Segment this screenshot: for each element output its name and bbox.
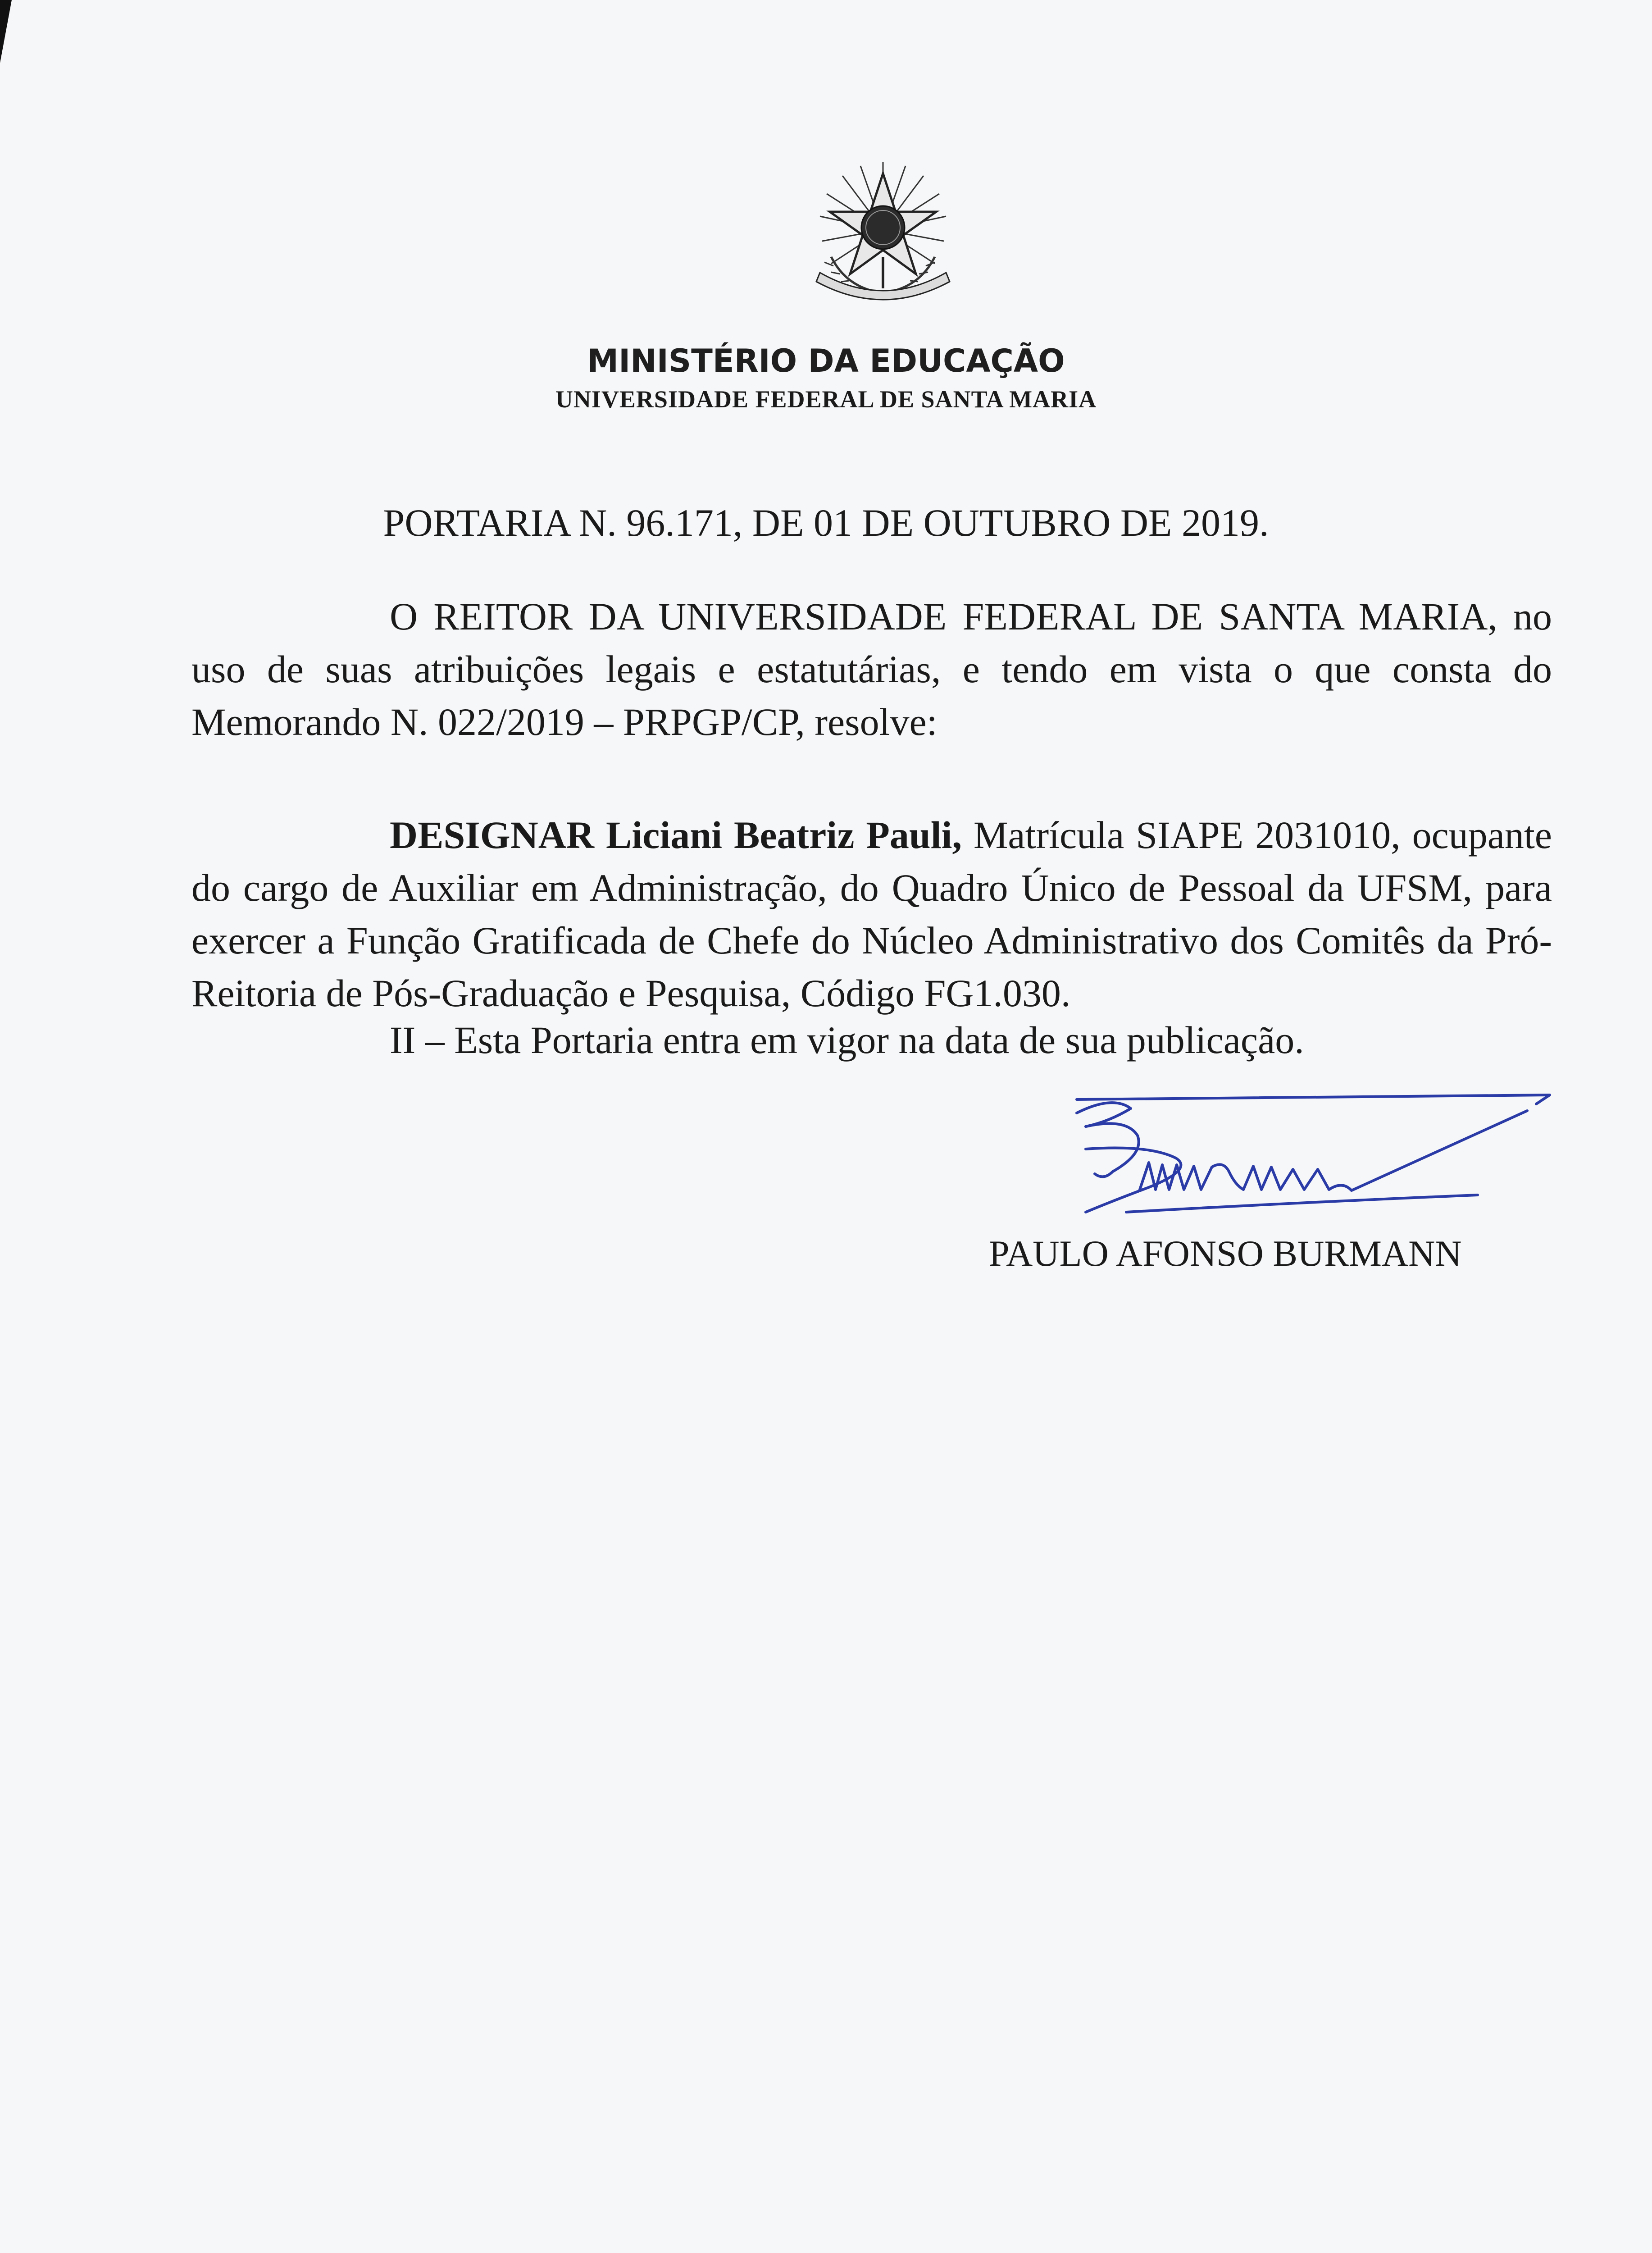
coat-of-arms-emblem — [788, 153, 978, 315]
designation-paragraph — [191, 809, 1552, 1020]
designation-verb: DESIGNAR — [390, 813, 594, 857]
university-heading: UNIVERSIDADE FEDERAL DE SANTA MARIA — [555, 386, 1097, 413]
handwritten-signature — [1059, 1077, 1563, 1239]
preamble-paragraph: O REITOR DA UNIVERSIDADE FEDERAL DE SANTA MARIA, no uso de suas atribuições legais e estatutárias, e tendo em vista o que consta do Memorando N. 022/2019 – PRPGP/CP, resolve: — [191, 595, 1552, 743]
signer-name: PAULO AFONSO BURMANN — [989, 1233, 1462, 1274]
designation-text: Matrícula SIAPE 2031010, ocupante do cargo de Auxiliar em Administração, do Quadro Único de Pessoal da UFSM, para exercer a Função Gratificada de Chefe do Núcleo Administrativo dos Comitês da Pró-Reitoria de Pós-Graduação e Pesquisa, Código FG1.030. — [191, 813, 1552, 1015]
designee-name: Liciani Beatriz Pauli, — [605, 813, 962, 857]
document-title: PORTARIA N. 96.171, DE 01 DE OUTUBRO DE 2019. — [383, 501, 1269, 544]
ministry-heading: MINISTÉRIO DA EDUCAÇÃO — [587, 342, 1065, 379]
article-two-paragraph: II – Esta Portaria entra em vigor na data de sua publicação. — [390, 1018, 1304, 1062]
scan-corner-mark — [0, 0, 12, 63]
